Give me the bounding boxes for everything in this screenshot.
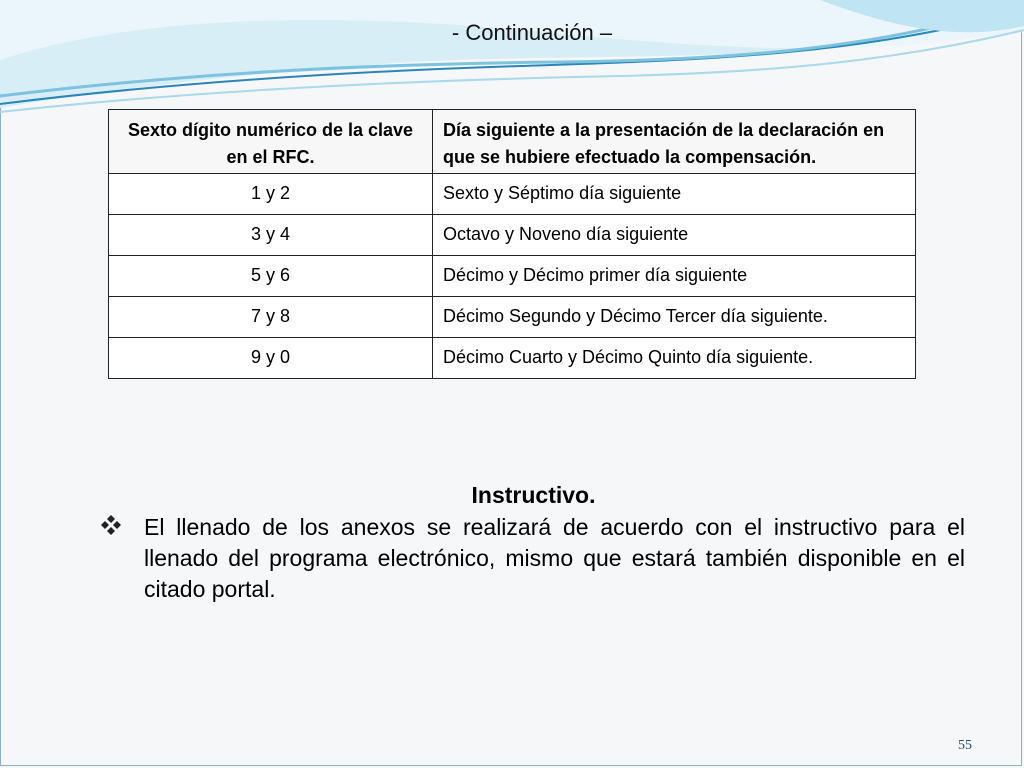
header-cell-rfc-digit: Sexto dígito numérico de la clave en el RFC. [109,110,433,174]
table-row [109,215,916,256]
digit-cell: 9 y 0 [109,338,433,379]
digit-cell: 3 y 4 [109,215,433,256]
table-row [109,297,916,338]
header-wave-decoration [0,0,1024,120]
instructions-bullet [100,512,965,605]
instructions-text: El llenado de los anexos se realizará de acuerdo con el instructivo para el llenado del programa electrónico, mismo que estará también disponible en el citado portal. [144,514,965,602]
table-row [109,338,916,379]
digit-cell: 5 y 6 [109,256,433,297]
rfc-schedule-table [108,109,916,379]
day-cell: Décimo Segundo y Décimo Tercer día siguiente. [433,297,916,338]
slide-title: - Continuación – [451,20,613,45]
diamond-bullet-icon [100,514,122,536]
day-cell: Sexto y Séptimo día siguiente [433,174,916,215]
day-cell: Octavo y Noveno día siguiente [433,215,916,256]
table-row [109,256,916,297]
page-number: 55 [958,738,972,753]
day-cell: Décimo Cuarto y Décimo Quinto día siguiente. [433,338,916,379]
table-header-row [109,110,916,174]
digit-cell: 7 y 8 [109,297,433,338]
digit-cell: 1 y 2 [109,174,433,215]
table-row [109,174,916,215]
instructions-title: Instructivo. [471,482,596,508]
day-cell: Décimo y Décimo primer día siguiente [433,256,916,297]
header-cell-day: Día siguiente a la presentación de la declaración en que se hubiere efectuado la compensación. [433,110,916,174]
